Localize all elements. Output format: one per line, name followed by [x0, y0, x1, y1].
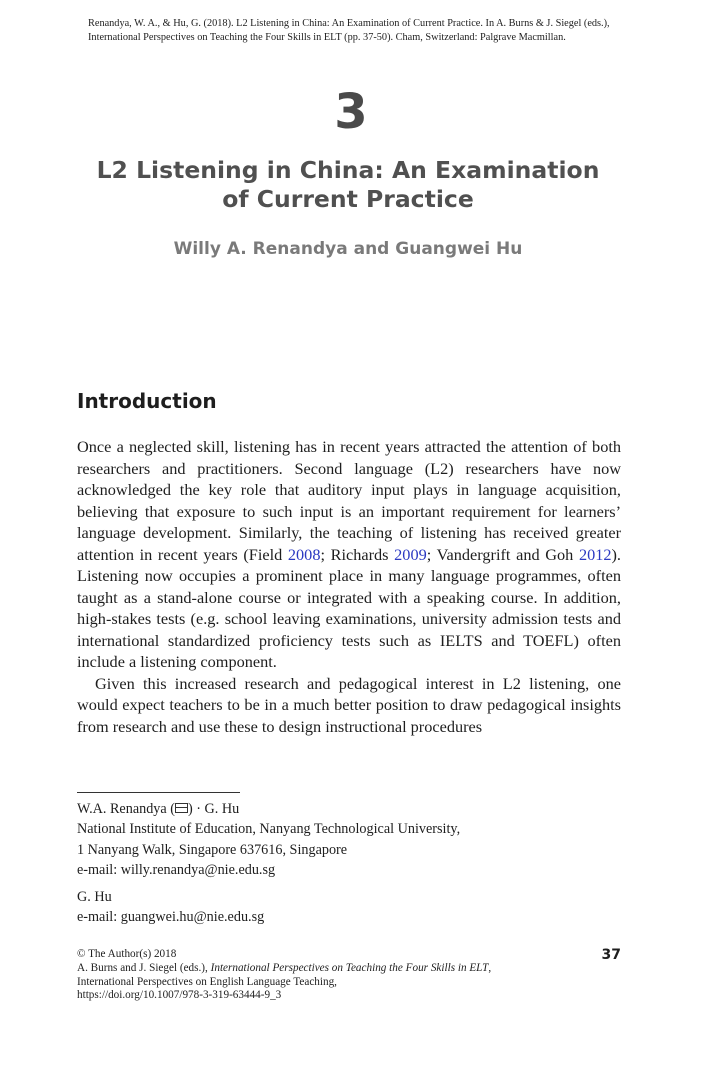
book-title: International Perspectives on Teaching the Four Skills in ELT — [210, 961, 489, 974]
paragraph-1 — [77, 436, 621, 673]
citation-link-field-2008[interactable]: 2008 — [287, 544, 321, 564]
page-number: 37 — [601, 947, 621, 963]
author2-email: e-mail: guangwei.hu@nie.edu.sg — [77, 909, 265, 926]
paragraph-1-text-c: ; Vandergrift and Goh — [426, 544, 579, 564]
chapter-title-line-2: of Current Practice — [222, 185, 474, 213]
author-footnote — [77, 799, 637, 935]
publication-info — [77, 948, 547, 1003]
body-text — [77, 436, 621, 737]
author2-short: ) · G. Hu — [187, 801, 240, 817]
author1-email: e-mail: willy.renandya@nie.edu.sg — [77, 861, 276, 878]
author1-name: W.A. Renandya ( — [77, 801, 175, 817]
chapter-title — [90, 156, 606, 214]
chapter-authors: Willy A. Renandya and Guangwei Hu — [173, 239, 523, 259]
affiliation-line-2: 1 Nanyang Walk, Singapore 637616, Singapore — [77, 841, 348, 858]
chapter-title-line-1: L2 Listening in China: An Examination — [96, 156, 600, 184]
editors-line — [77, 962, 547, 976]
author-affiliation-block — [77, 799, 637, 880]
copyright-line: © The Author(s) 2018 — [77, 948, 177, 960]
author-names-line — [77, 799, 637, 819]
author2-name: G. Hu — [77, 889, 112, 906]
paragraph-1-text-b: ; Richards — [320, 544, 395, 564]
paragraph-2: Given this increased research and pedagogical interest in L2 listening, one would expect teachers to be in a much better position to draw pedagogical insights from research and use these to design instructional procedures — [77, 673, 621, 736]
affiliation-line-1: National Institute of Education, Nanyang Technological University, — [77, 821, 461, 838]
citation-header: Renandya, W. A., & Hu, G. (2018). L2 Listening in China: An Examination of Current Practice. In A. Burns & J. Siegel (eds.), International Perspectives on Teaching the Four Skills in ELT (pp. 37-50). Cham, Switzerland: Palgrave Macmillan. — [88, 18, 610, 43]
doi-link[interactable]: https://doi.org/10.1007/978-3-319-63444-9_3 — [77, 989, 282, 1002]
chapter-number: 3 — [334, 84, 368, 140]
paragraph-1-text-a: Once a neglected skill, listening has in recent years attracted the attention of both researchers and practitioners. Second language (L2) researchers have now acknowledged the key role that auditory input plays in language acquisition, believing that exposure to such input is an important requirement for learners’ language development. Similarly, the teaching of listening has received greater attention in recent years (Field — [77, 437, 621, 564]
paragraph-1-text-d: ). Listening now occupies a prominent place in many language programmes, often taught as a stand-alone course or integrated with a speaking course. In addition, high-stakes tests (e.g. school leaving examinations, university admission tests and international standardized proficiency tests such as IELTS and TOEFL) often include a listening component. — [77, 544, 621, 671]
citation-link-vandergrift-goh-2012[interactable]: 2012 — [578, 544, 612, 564]
editors-text: A. Burns and J. Siegel (eds.), — [77, 961, 211, 974]
section-heading: Introduction — [77, 389, 217, 413]
series-line: International Perspectives on English Language Teaching, — [77, 975, 337, 988]
book-title-comma: , — [488, 961, 492, 974]
footnote-divider — [77, 792, 240, 793]
citation-link-richards-2009[interactable]: 2009 — [394, 544, 427, 564]
author2-block — [77, 887, 637, 928]
envelope-icon — [175, 803, 188, 813]
